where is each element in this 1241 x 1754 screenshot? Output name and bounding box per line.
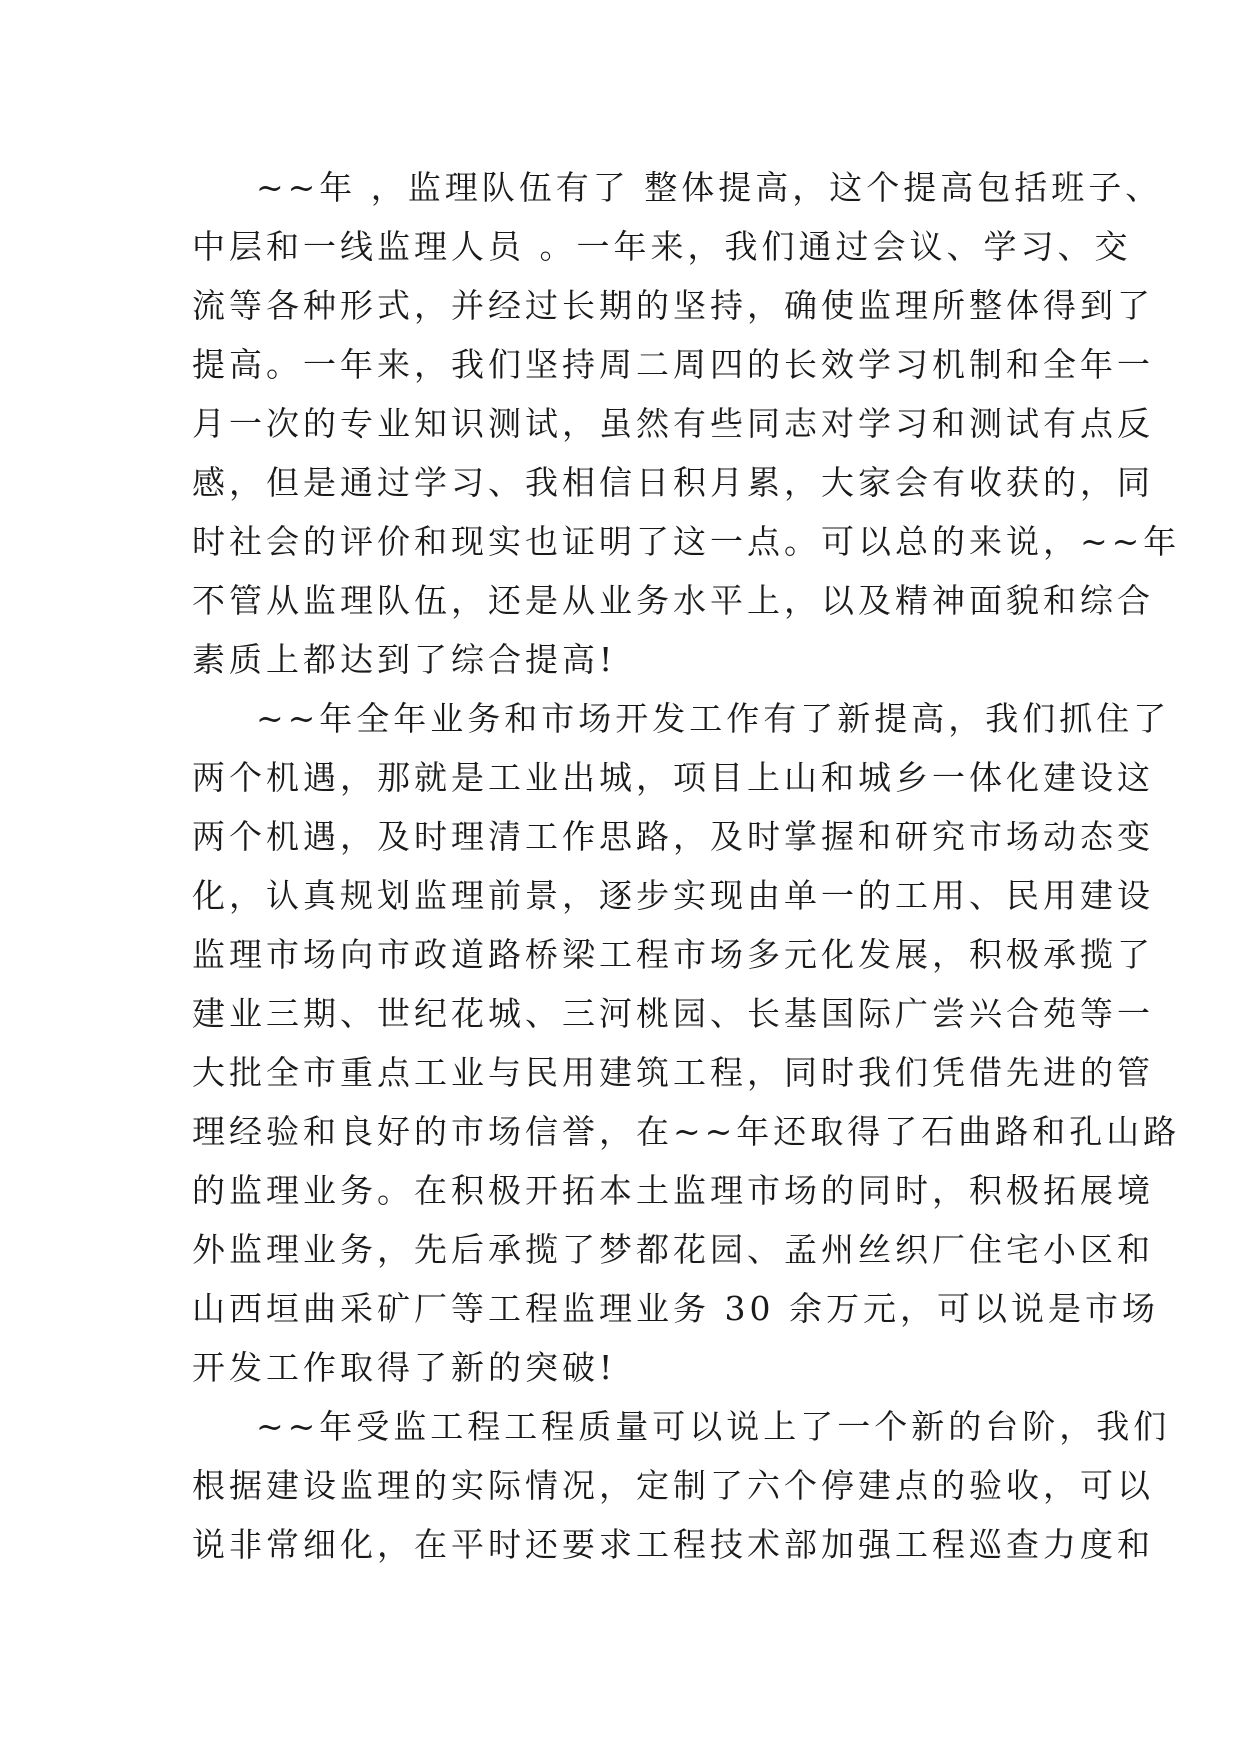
paragraph-1-line-8: 不管从监理队伍，还是从业务水平上，以及精神面貌和综合 bbox=[192, 581, 1154, 620]
paragraph-1-line-1: ~~年 ，监理队伍有了 整体提高，这个提高包括班子、 bbox=[256, 168, 1163, 207]
paragraph-1-line-7: 时社会的评价和现实也证明了这一点。可以总的来说，~~年 bbox=[192, 522, 1181, 561]
document-body bbox=[192, 158, 1181, 1574]
paragraph-2-line-10: 外监理业务，先后承揽了梦都花园、孟州丝织厂住宅小区和 bbox=[192, 1230, 1154, 1269]
paragraph-2-line-9: 的监理业务。在积极开拓本土监理市场的同时，积极拓展境 bbox=[192, 1171, 1154, 1210]
paragraph-1-line-6: 感，但是通过学习、我相信日积月累，大家会有收获的，同 bbox=[192, 463, 1154, 502]
paragraph-1-line-4: 提高。一年来，我们坚持周二周四的长效学习机制和全年一 bbox=[192, 345, 1154, 384]
paragraph-2-line-3: 两个机遇，及时理清工作思路，及时掌握和研究市场动态变 bbox=[192, 817, 1154, 856]
paragraph-2-line-1: ~~年全年业务和市场开发工作有了新提高，我们抓住了 bbox=[256, 699, 1171, 738]
paragraph-2-line-11: 山西垣曲采矿厂等工程监理业务 30 余万元，可以说是市场 bbox=[192, 1289, 1159, 1328]
paragraph-1-line-5: 月一次的专业知识测试，虽然有些同志对学习和测试有点反 bbox=[192, 404, 1154, 443]
paragraph-3-line-1: ~~年受监工程工程质量可以说上了一个新的台阶，我们 bbox=[256, 1407, 1171, 1446]
paragraph-2-line-6: 建业三期、世纪花城、三河桃园、长基国际广尝兴合苑等一 bbox=[192, 994, 1154, 1033]
paragraph-1-line-2: 中层和一线监理人员 。一年来，我们通过会议、学习、交 bbox=[192, 227, 1132, 266]
paragraph-1-line-9: 素质上都达到了综合提高! bbox=[192, 640, 617, 679]
paragraph-2-line-8: 理经验和良好的市场信誉，在~~年还取得了石曲路和孔山路 bbox=[192, 1112, 1181, 1151]
paragraph-2-line-2: 两个机遇，那就是工业出城，项目上山和城乡一体化建设这 bbox=[192, 758, 1154, 797]
paragraph-2-line-4: 化，认真规划监理前景，逐步实现由单一的工用、民用建设 bbox=[192, 876, 1154, 915]
paragraph-1-line-3: 流等各种形式，并经过长期的坚持，确使监理所整体得到了 bbox=[192, 286, 1154, 325]
paragraph-3-line-2: 根据建设监理的实际情况，定制了六个停建点的验收，可以 bbox=[192, 1466, 1154, 1505]
paragraph-2-line-5: 监理市场向市政道路桥梁工程市场多元化发展，积极承揽了 bbox=[192, 935, 1154, 974]
paragraph-3-line-3: 说非常细化，在平时还要求工程技术部加强工程巡查力度和 bbox=[192, 1525, 1154, 1564]
paragraph-2-line-12: 开发工作取得了新的突破! bbox=[192, 1348, 617, 1387]
paragraph-2-line-7: 大批全市重点工业与民用建筑工程，同时我们凭借先进的管 bbox=[192, 1053, 1154, 1092]
